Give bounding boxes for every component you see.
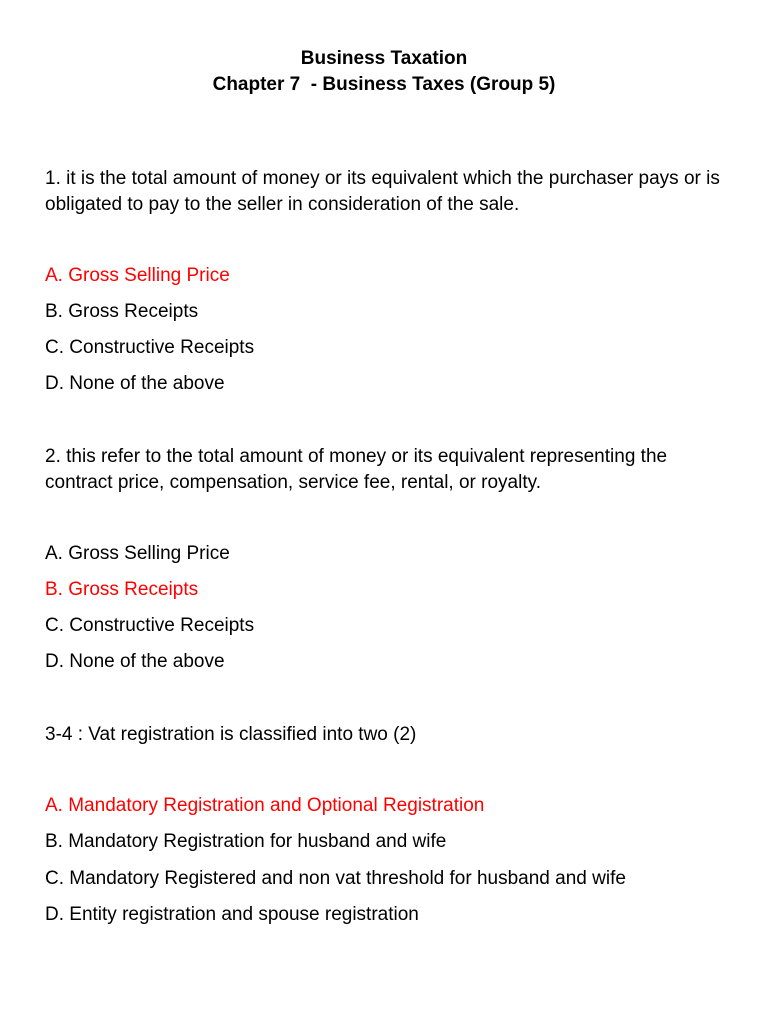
question-3-4 [45, 722, 735, 748]
question-text: 2. this refer to the total amount of money or its equivalent representing the contract price, compensation, service fee, rental, or royalty. [45, 446, 668, 493]
question-2-option-c: C. Constructive Receipts [45, 615, 255, 636]
question-text: 3-4 : Vat registration is classified into two (2) [45, 724, 417, 745]
question-1-option-b: B. Gross Receipts [45, 301, 199, 322]
document-title: Business Taxation [300, 48, 468, 69]
question-1-option-a: A. Gross Selling Price [45, 265, 230, 286]
question-2 [45, 444, 735, 496]
question-3-4-option-c: C. Mandatory Registered and non vat threshold for husband and wife [45, 868, 626, 889]
question-1-option-c: C. Constructive Receipts [45, 337, 255, 358]
question-2-option-b: B. Gross Receipts [45, 579, 199, 600]
question-3-4-option-b: B. Mandatory Registration for husband and wife [45, 831, 447, 852]
question-2-option-a: A. Gross Selling Price [45, 543, 230, 564]
question-3-4-option-d: D. Entity registration and spouse registration [45, 904, 419, 925]
chapter-subtitle: Chapter 7 - Business Taxes (Group 5) [212, 74, 556, 95]
question-2-option-d: D. None of the above [45, 651, 225, 672]
question-1 [45, 166, 735, 218]
question-3-4-option-a: A. Mandatory Registration and Optional Registration [45, 795, 485, 816]
question-1-option-d: D. None of the above [45, 373, 225, 394]
question-text: 1. it is the total amount of money or its equivalent which the purchaser pays or is obligated to pay to the seller in consideration of the sale. [45, 168, 720, 215]
document-header [0, 46, 768, 98]
